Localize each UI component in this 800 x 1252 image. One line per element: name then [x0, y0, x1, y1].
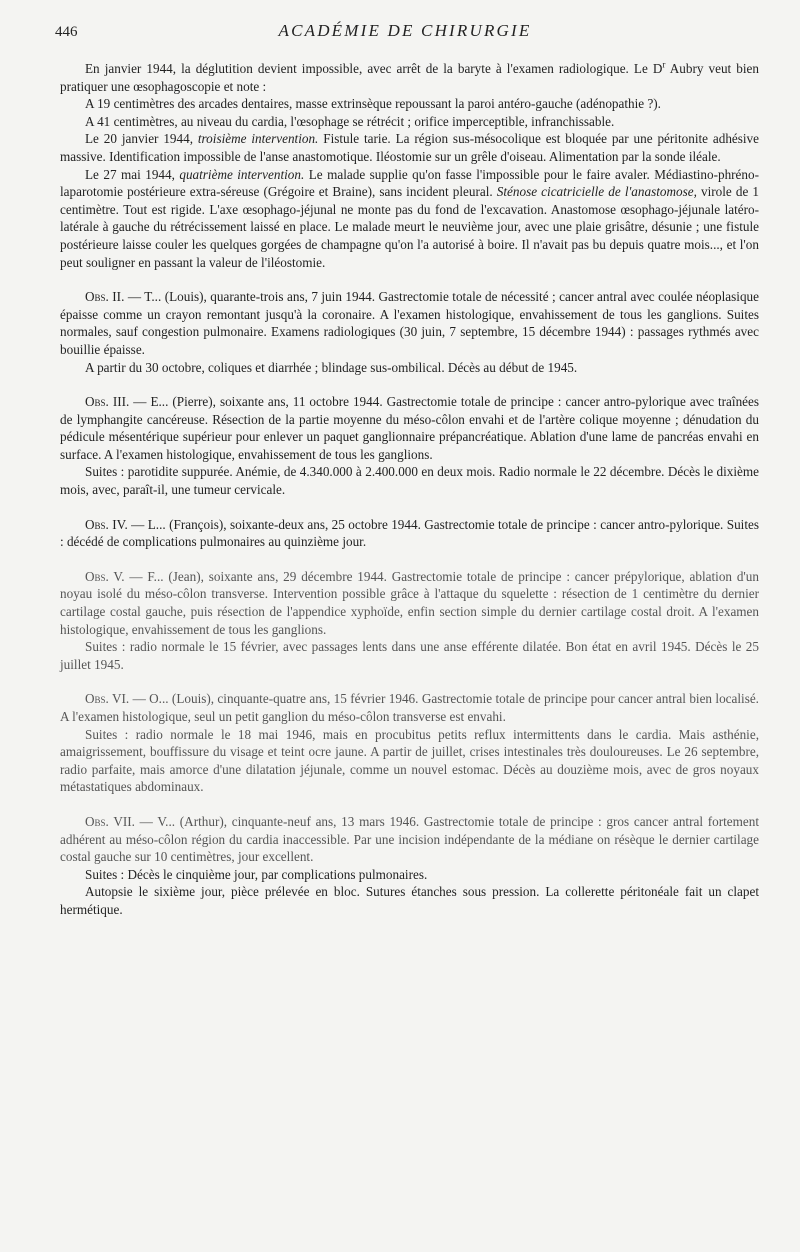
paragraph: Suites : radio normale le 15 février, avec passages lents dans une anse efférente dilatée. Bon état en avril 1945. Décès le 25 juillet 1945.: [60, 639, 759, 672]
paragraph: Autopsie le sixième jour, pièce prélevée en bloc. Sutures étanches sous pression. La collerette péritonéale fait un clapet hermétique.: [60, 884, 759, 917]
text-run: — F... (Jean), soixante ans, 29 décembre 1944. Gastrectomie totale de principe : cancer prépylorique, ablation d'un noyau isolé du méso-côlon transverse. Intervention possible grâce à l'attaque du squelette : résection de 1 centimètre du dernier cartilage costal gauche, puis résection de l'appendice xyphoïde, enfin section simple du dernier cartilage costal droit. A l'examen histologique, envahissement de tous les ganglions.: [60, 568, 759, 637]
text-run: Le 20 janvier 1944,: [85, 131, 198, 147]
superscript: r: [662, 59, 666, 70]
paragraph: A 19 centimètres des arcades dentaires, masse extrinsèque repoussant la paroi antéro-gauche (adénopathie ?).: [85, 96, 661, 112]
observation-paragraph: [60, 516, 759, 551]
paragraph: Suites : parotidite suppurée. Anémie, de 4.340.000 à 2.400.000 en deux mois. Radio normale le 22 décembre. Décès le dixième mois, avec, paraît-il, une tumeur cervicale.: [60, 464, 759, 498]
paragraph: [60, 60, 759, 95]
observation-paragraph: [60, 393, 759, 463]
text-run: — L... (François), soixante-deux ans, 25 octobre 1944. Gastrectomie totale de principe : cancer antro-pylorique. Suites : décédé de complications pulmonaires au quinzième jour.: [60, 516, 759, 550]
observation-label: Obs. II.: [85, 289, 125, 305]
observation-paragraph: [60, 568, 759, 638]
text-run: Fistule tarie. La région sus-mésocolique est bloquée par une péritonite adhésive massive. Identification impossible de l'anse anastomotique. Iléostomie sur un grêle d'oiseau. Alimentation par la sonde iléale.: [60, 131, 760, 164]
italic-text: troisième intervention.: [197, 131, 319, 147]
italic-text: Sténose cicatricielle de l'anastomose,: [496, 184, 697, 200]
text-run: — V... (Arthur), cinquante-neuf ans, 13 mars 1946. Gastrectomie totale de principe : gros cancer antral fortement adhérent au méso-côlon région du cardia inaccessible. Par une incision indépendante de la médiane on résèque le dernier cartilage costal gauche sur 10 centimètres, jour excellent.: [60, 813, 759, 865]
paragraph: [60, 130, 759, 165]
observation-label: Obs. VI.: [85, 691, 130, 707]
paragraph: A 41 centimètres, au niveau du cardia, l'œsophage se rétrécit ; orifice imperceptible, infranchissable.: [85, 113, 615, 129]
page-number: 446: [55, 24, 78, 40]
observation-label: Obs. IV.: [85, 516, 128, 532]
paragraph: [60, 166, 759, 272]
observation-label: Obs. III.: [85, 394, 130, 410]
paragraph: Suites : Décès le cinquième jour, par complications pulmonaires.: [85, 866, 428, 882]
observation-label: Obs. VII.: [85, 813, 135, 829]
observation-label: Obs. V.: [85, 568, 125, 584]
text-run: En janvier 1944, la déglutition devient impossible, avec arrêt de la baryte à l'examen radiologique. Le D: [85, 61, 663, 76]
page-header: [55, 21, 755, 46]
text-run: Aubry veut bien pratiquer une œsophagoscopie et note :: [60, 61, 759, 94]
text-run: Le 27 mai 1944,: [85, 166, 180, 182]
observation-paragraph: [60, 813, 759, 866]
paragraph: Suites : radio normale le 18 mai 1946, mais en procubitus petits reflux intermittents dans le cardia. Mais asthénie, amaigrissement, bouffissure du visage et teint ocre jaune. A partir de juillet, crises intestinales très douloureuses. Le 26 septembre, radio parfaite, mais amorce d'une dilatation jéjunale, comme un nouvel estomac. Décès au douzième mois, avec de gros noyaux métastatiques abdominaux.: [60, 726, 759, 795]
body-text: [60, 60, 759, 919]
text-run: virole de 1 centimètre. Tout est rigide. L'axe œsophago-jéjunal ne monte pas du fond de l'excavation. Anastomose œsophago-jéjunale latéro-latérale à gauche du rétrécissement laissé en place. Le malade meurt le neuvième jour, avec une plaie grisâtre, désunie ; une fistule postérieure laisse couler les quelques gorgées de champagne qu'on l'a autorisé à boire. Il n'avait pas bu depuis quatre mois..., et l'on peut souligner en passant la valeur de l'iléostomie.: [60, 184, 759, 270]
text-run: Le malade supplie qu'on fasse l'impossible pour le faire avaler. Médiastino-phréno-laparotomie postérieure extra-séreuse (Grégoire et Braine), sans incident pleural.: [60, 166, 759, 200]
observation-paragraph: [60, 288, 759, 358]
paragraph: A partir du 30 octobre, coliques et diarrhée ; blindage sus-ombilical. Décès au début de 1945.: [85, 359, 578, 375]
text-run: — T... (Louis), quarante-trois ans, 7 juin 1944. Gastrectomie totale de nécessité ; cancer antral avec coulée néoplasique épaisse comme un crayon remontant jusqu'à la coronaire. A l'examen histologique, envahissement de tous les ganglions. Suites normales, sauf congestion pulmonaire. Examens radiologiques (30 juin, 7 septembre, 15 décembre 1944) : passages rythmés avec bouillie épaisse.: [60, 289, 759, 357]
text-run: — O... (Louis), cinquante-quatre ans, 15 février 1946. Gastrectomie totale de principe pour cancer antral bien localisé. A l'examen histologique, seul un petit ganglion du méso-côlon transverse est envahi.: [60, 691, 759, 724]
italic-text: quatrième intervention.: [179, 166, 305, 182]
running-title: ACADÉMIE DE CHIRURGIE: [278, 21, 532, 40]
observation-paragraph: [60, 690, 759, 725]
text-run: — E... (Pierre), soixante ans, 11 octobre 1944. Gastrectomie totale de principe : cancer antro-pylorique avec traînées de lymphangite cancéreuse. Résection de la partie moyenne du méso-côlon envahi et de l'artère colique moyenne ; dénudation du pédicule mésentérique supérieur pour enlever un paquet ganglionnaire prépancréatique. Ablation d'une lame de pancréas envahi en surface. A l'examen histologique, envahissement de tous les ganglions.: [60, 394, 759, 462]
